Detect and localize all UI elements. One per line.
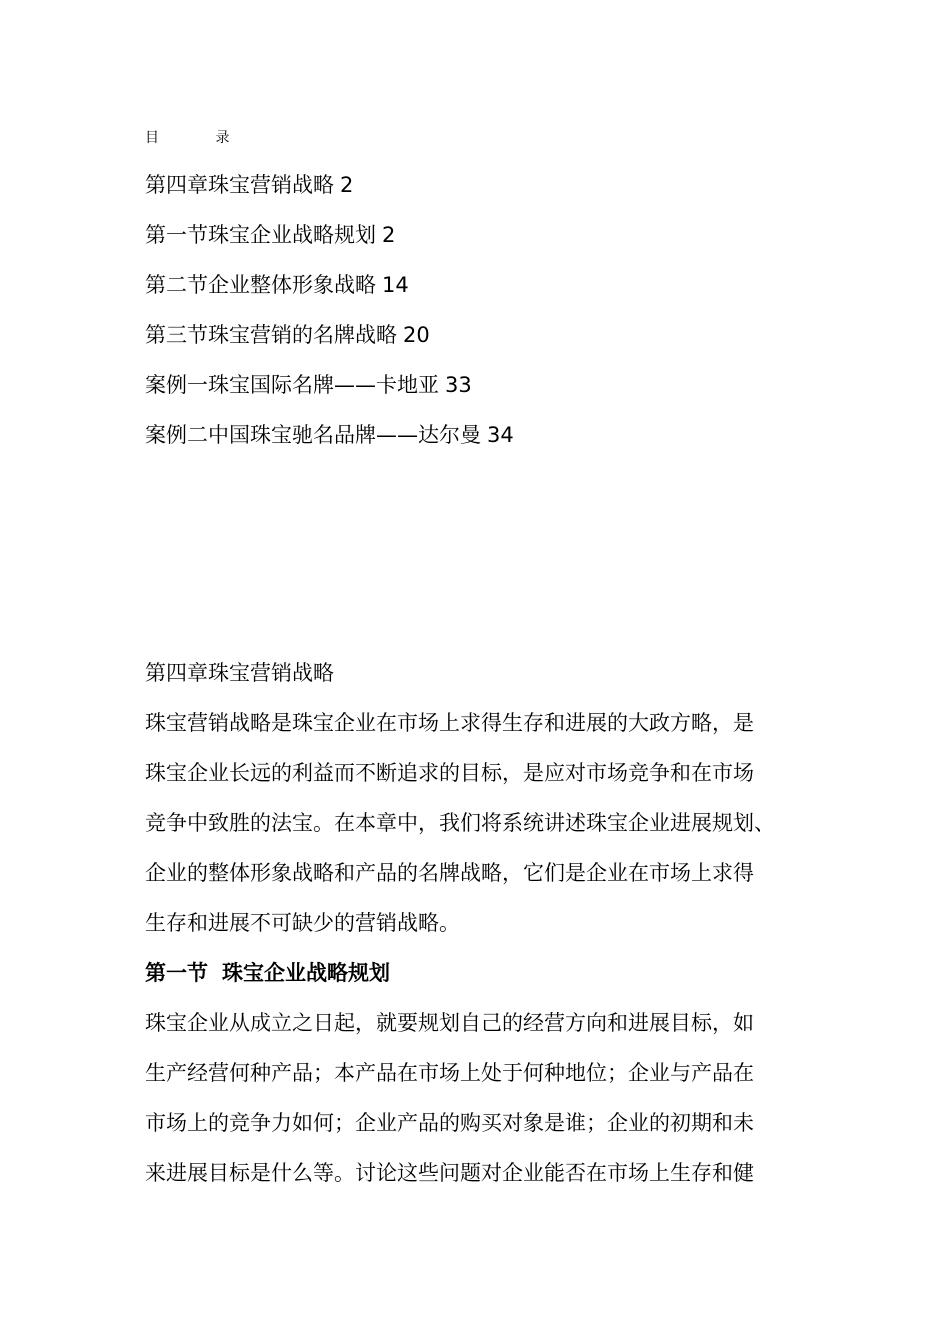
- toc-entry[interactable]: [145, 410, 514, 460]
- toc-heading: 目 录: [145, 130, 256, 146]
- toc-entry[interactable]: [145, 260, 514, 310]
- toc-entry[interactable]: [145, 160, 514, 210]
- section-heading: [145, 948, 825, 998]
- section-number: 第一节: [145, 961, 208, 985]
- paragraph-line: 生产经营何种产品；本产品在市场上处于何种地位；企业与产品在: [145, 1061, 754, 1085]
- toc-entry-page: 14: [382, 273, 409, 297]
- paragraph-line: 珠宝企业长远的利益而不断追求的目标，是应对市场竞争和在市场: [145, 761, 754, 785]
- toc-entry-title: 第一节珠宝企业战略规划: [145, 223, 376, 247]
- toc-entry-page: 33: [445, 373, 472, 397]
- chapter-body: [145, 648, 825, 1198]
- toc-entry-title: 第四章珠宝营销战略: [145, 173, 334, 197]
- toc-entry-page: 34: [487, 423, 514, 447]
- toc-entry[interactable]: [145, 360, 514, 410]
- toc-entry-title: 第二节企业整体形象战略: [145, 273, 376, 297]
- paragraph-line: 企业的整体形象战略和产品的名牌战略，它们是企业在市场上求得: [145, 861, 754, 885]
- chapter-title: 第四章珠宝营销战略: [145, 661, 334, 685]
- paragraph-line: 珠宝企业从成立之日起，就要规划自己的经营方向和进展目标，如: [145, 1011, 754, 1035]
- toc-entry[interactable]: [145, 210, 514, 260]
- toc-entry-title: 案例一珠宝国际名牌——卡地亚: [145, 373, 439, 397]
- toc-entry-page: 20: [403, 323, 430, 347]
- toc-entry-page: 2: [382, 223, 396, 247]
- section-title: 珠宝企业战略规划: [222, 961, 390, 985]
- toc-entry-title: 第三节珠宝营销的名牌战略: [145, 323, 397, 347]
- paragraph-line: 市场上的竞争力如何；企业产品的购买对象是谁；企业的初期和未: [145, 1111, 754, 1135]
- paragraph-line: 竞争中致胜的法宝。在本章中，我们将系统讲述珠宝企业进展规划、: [145, 811, 775, 835]
- toc-list: [145, 160, 514, 460]
- paragraph-line: 来进展目标是什么等。讨论这些问题对企业能否在市场上生存和健: [145, 1161, 754, 1185]
- toc-entry-page: 2: [340, 173, 354, 197]
- paragraph-line: 生存和进展不可缺少的营销战略。: [145, 911, 460, 935]
- paragraph-line: 珠宝营销战略是珠宝企业在市场上求得生存和进展的大政方略，是: [145, 711, 754, 735]
- toc-entry-title: 案例二中国珠宝驰名品牌——达尔曼: [145, 423, 481, 447]
- toc-entry[interactable]: [145, 310, 514, 360]
